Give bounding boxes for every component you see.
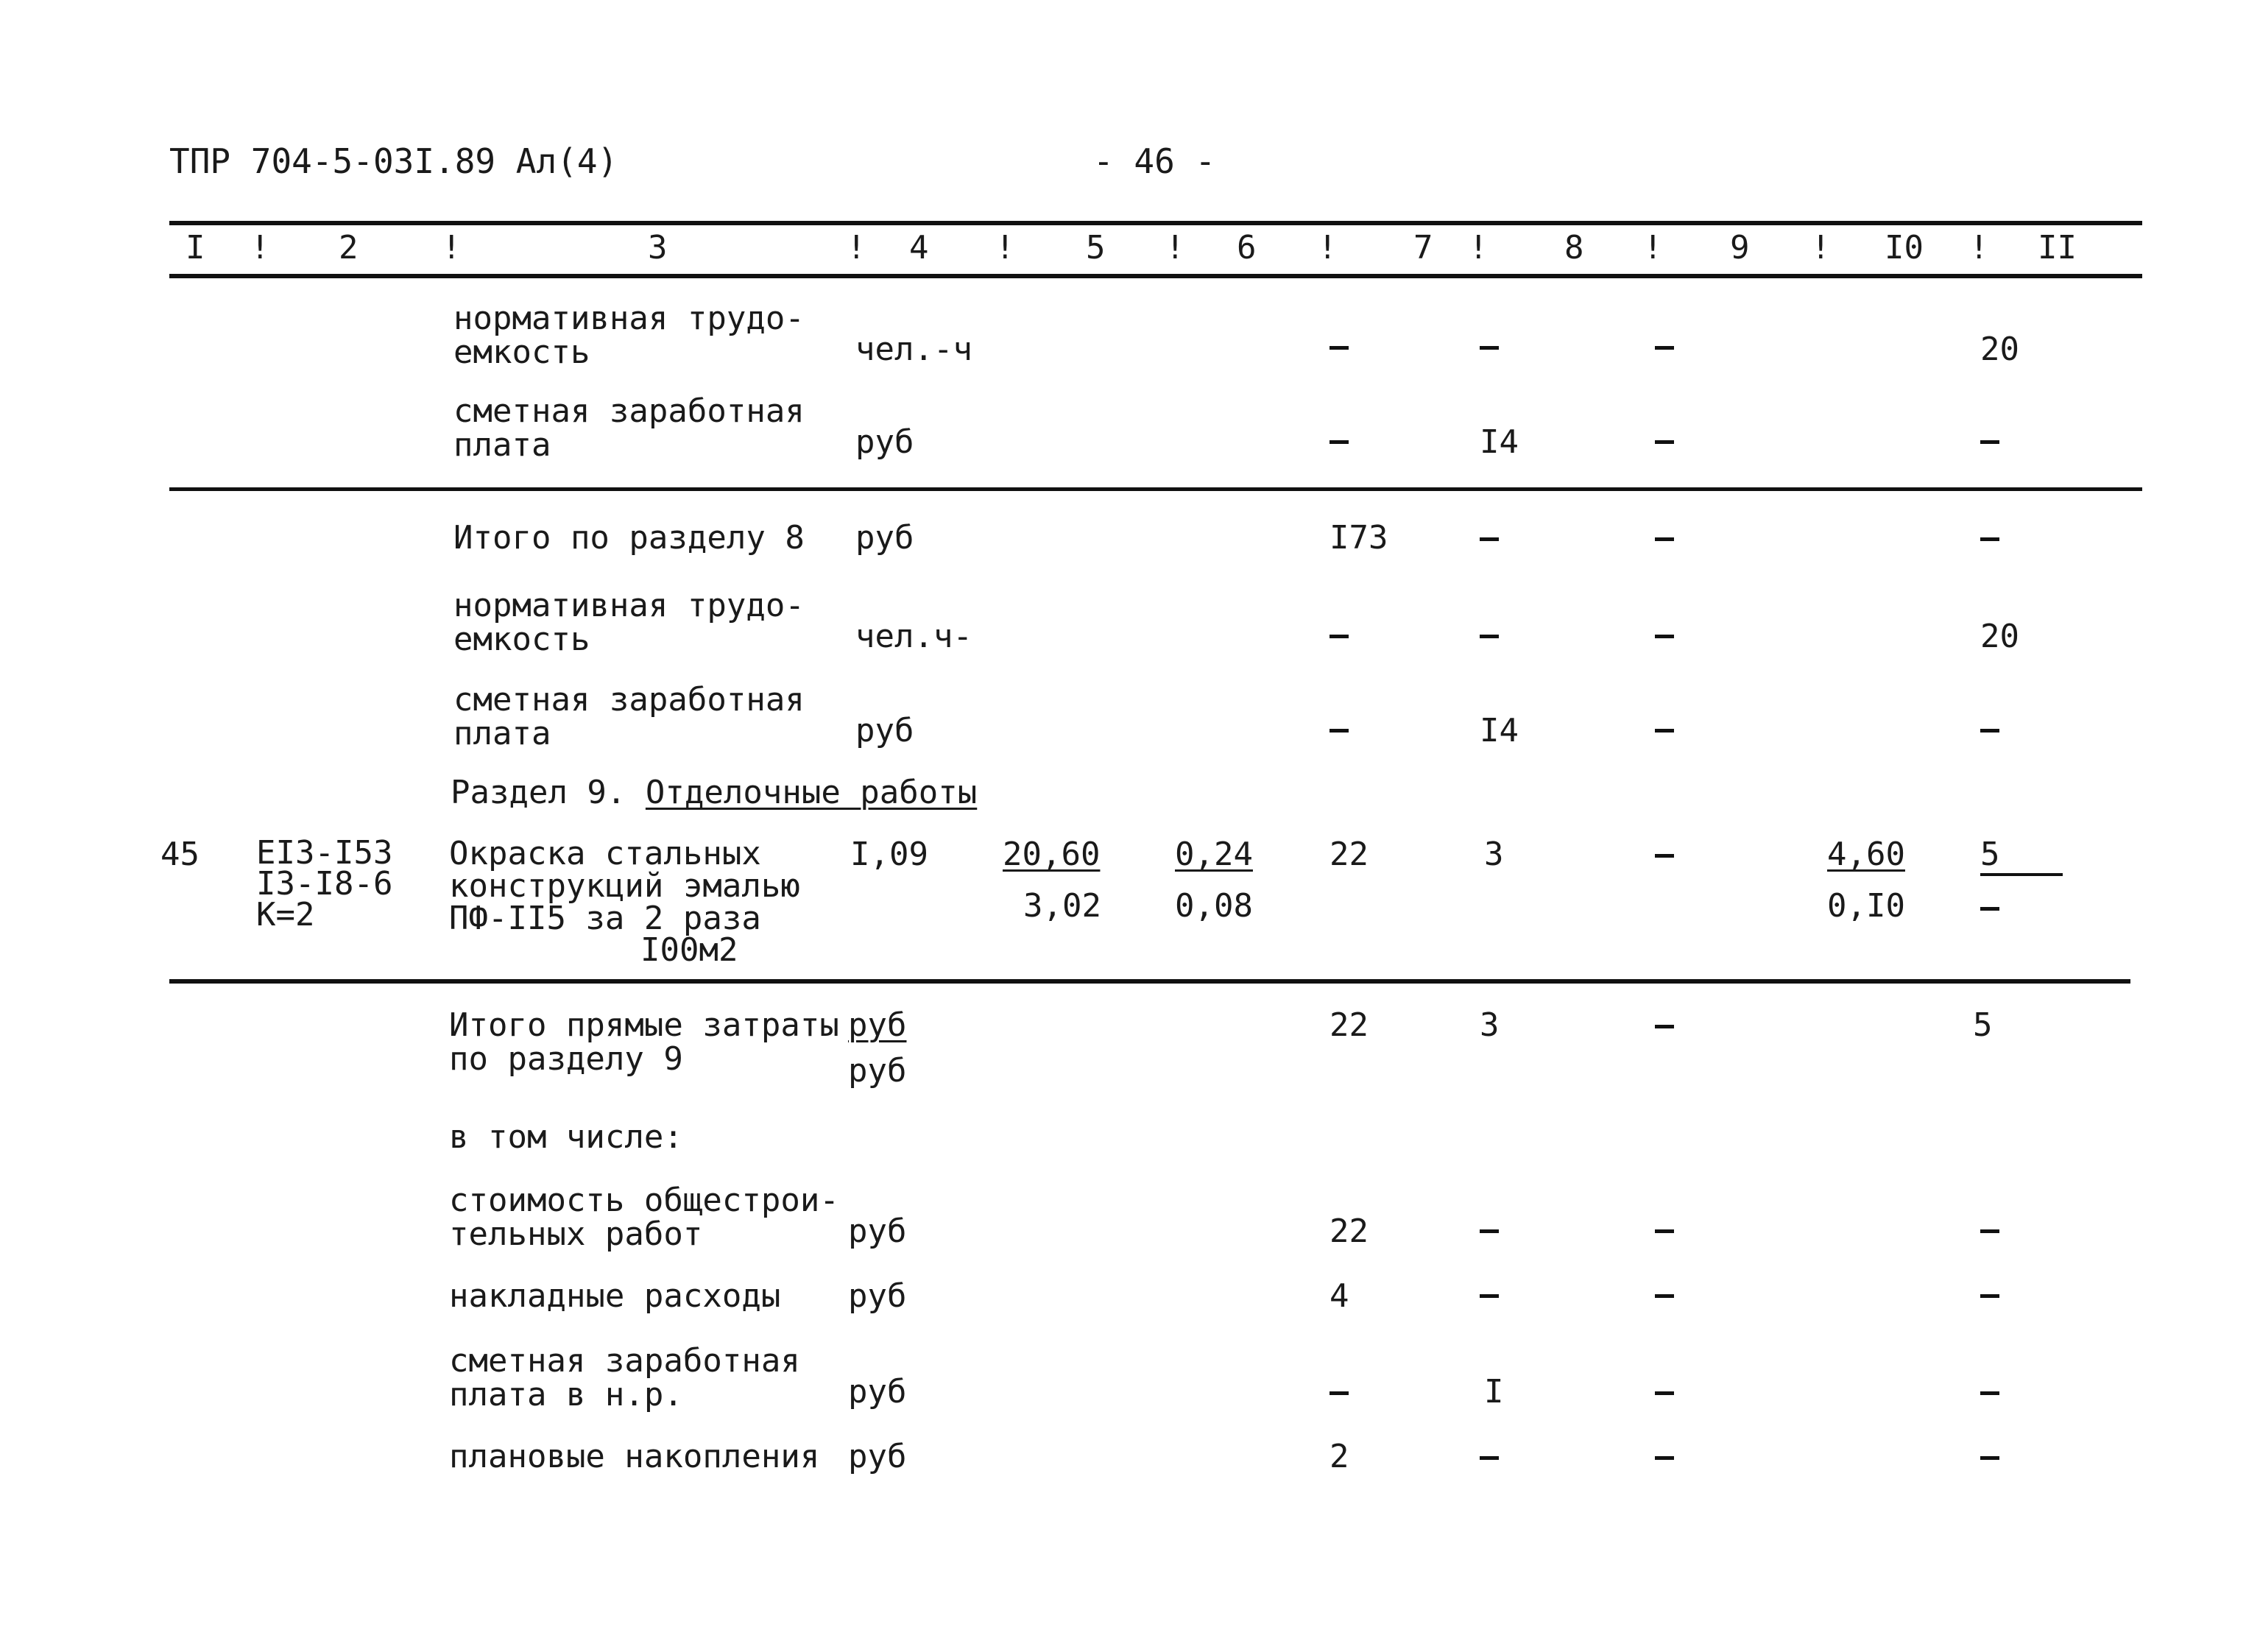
col-sep: ! [1318, 229, 1338, 266]
item-number: 45 [160, 836, 199, 873]
section-heading [451, 776, 977, 810]
dash-mark [1329, 346, 1349, 350]
cell-col-8: 3 [1480, 1006, 1500, 1044]
col-sep: ! [995, 229, 1015, 266]
row-unit: руб [848, 1277, 907, 1315]
dash-mark [1480, 537, 1499, 541]
row-unit: чел.ч- [855, 618, 972, 655]
dash-mark [1655, 346, 1674, 350]
col-header-2: 2 [339, 229, 359, 266]
section-title: Отделочные работы [645, 774, 978, 811]
item-quantity: I,09 [850, 836, 928, 873]
dash-mark [1329, 1391, 1349, 1395]
row-unit: руб [848, 1212, 907, 1250]
item-name: Окраска стальных конструкций эмалью ПФ-II5 за 2 раза [449, 835, 800, 937]
cell-col-8: 3 [1484, 836, 1504, 873]
col-header-1: I [186, 229, 205, 266]
dash-mark [1329, 635, 1349, 638]
cell-col-8: I4 [1480, 712, 1519, 749]
sub-heading: в том числе: [449, 1118, 683, 1156]
row-unit: руб [848, 1373, 907, 1411]
dash-mark [1655, 1391, 1674, 1395]
item-code: EI3-I53 I3-I8-6 K=2 [256, 834, 393, 933]
cell-col-6-bottom: 0,08 [1175, 887, 1253, 925]
dash-mark [1980, 1391, 1999, 1395]
row-name: стоимость общестрои- тельных работ [449, 1182, 839, 1253]
row-name: накладные расходы [449, 1277, 781, 1315]
cell-col-11: 20 [1980, 618, 2019, 655]
cell-col-10-top: 4,60 [1827, 836, 1905, 873]
cell-col-11: 20 [1980, 331, 2019, 368]
item-unit-measure: I00м2 [640, 931, 738, 969]
row-name: сметная заработная плата [453, 392, 805, 464]
row-name: Итого по разделу 8 [453, 519, 805, 557]
col-sep: ! [1811, 229, 1831, 266]
row-unit-bottom: руб [848, 1052, 907, 1090]
cell-col-7: 22 [1329, 836, 1369, 873]
underline-mark [1980, 873, 2063, 876]
row-name: нормативная трудо- емкость [453, 587, 805, 658]
col-sep: ! [1969, 229, 1989, 266]
section-prefix: Раздел 9. [451, 774, 646, 811]
cell-col-5-top: 20,60 [1003, 836, 1101, 873]
dash-mark [1980, 1456, 1999, 1460]
cell-col-7: 22 [1329, 1212, 1369, 1250]
cell-col-8: I4 [1480, 423, 1519, 461]
cell-col-5-bottom: 3,02 [1023, 887, 1101, 925]
col-sep: ! [1469, 229, 1489, 266]
dash-mark [1655, 854, 1674, 858]
col-header-5: 5 [1086, 229, 1106, 266]
document-code: ТПР 704-5-03I.89 Ал(4) [169, 141, 618, 181]
col-header-8: 8 [1564, 229, 1584, 266]
row-divider [169, 979, 2130, 984]
dash-mark [1655, 729, 1674, 733]
dash-mark [1480, 1456, 1499, 1460]
col-sep: ! [1165, 229, 1185, 266]
dash-mark [1480, 1294, 1499, 1298]
dash-mark [1655, 1025, 1674, 1028]
cell-col-11: 5 [1973, 1006, 1993, 1044]
dash-mark [1980, 907, 1999, 911]
col-header-11: II [2038, 229, 2077, 266]
row-unit: руб [855, 519, 914, 557]
col-sep: ! [250, 229, 270, 266]
dash-mark [1980, 537, 1999, 541]
cell-col-8: I [1484, 1373, 1504, 1411]
cell-col-7: I73 [1329, 519, 1388, 557]
dash-mark [1980, 1294, 1999, 1298]
row-name: нормативная трудо- емкость [453, 300, 805, 371]
col-header-6: 6 [1237, 229, 1257, 266]
col-header-4: 4 [909, 229, 929, 266]
dash-mark [1655, 1229, 1674, 1233]
col-sep: ! [1643, 229, 1663, 266]
col-header-9: 9 [1730, 229, 1750, 266]
dash-mark [1655, 1294, 1674, 1298]
col-header-10: I0 [1885, 229, 1924, 266]
row-divider [169, 487, 2142, 491]
table-top-rule [169, 221, 2142, 225]
row-unit: руб [848, 1438, 907, 1475]
dash-mark [1480, 346, 1499, 350]
row-name: Итого прямые затраты по разделу 9 [449, 1006, 839, 1078]
row-unit: руб [855, 712, 914, 749]
cell-col-10-bottom: 0,I0 [1827, 887, 1905, 925]
row-unit: чел.-ч [855, 331, 972, 368]
dash-mark [1480, 635, 1499, 638]
dash-mark [1655, 537, 1674, 541]
col-sep: ! [442, 229, 462, 266]
cell-col-6-top: 0,24 [1175, 836, 1253, 873]
row-unit: руб [855, 423, 914, 461]
row-name: сметная заработная плата [453, 681, 805, 752]
dash-mark [1655, 635, 1674, 638]
dash-mark [1980, 729, 1999, 733]
dash-mark [1980, 1229, 1999, 1233]
row-name: сметная заработная плата в н.р. [449, 1342, 800, 1413]
col-header-7: 7 [1413, 229, 1433, 266]
dash-mark [1655, 440, 1674, 444]
table-header-bottom-rule [169, 274, 2142, 278]
dash-mark [1980, 440, 1999, 444]
dash-mark [1329, 440, 1349, 444]
row-name: плановые накопления [449, 1438, 820, 1475]
col-sep: ! [847, 229, 866, 266]
page-number: - 46 - [1093, 141, 1216, 181]
dash-mark [1655, 1456, 1674, 1460]
cell-col-7: 4 [1329, 1277, 1349, 1315]
cell-col-11-top: 5 [1980, 836, 2000, 873]
dash-mark [1480, 1229, 1499, 1233]
cell-col-7: 22 [1329, 1006, 1369, 1044]
row-unit-top: руб [848, 1006, 907, 1044]
cell-col-7: 2 [1329, 1438, 1349, 1475]
dash-mark [1329, 729, 1349, 733]
col-header-3: 3 [648, 229, 668, 266]
